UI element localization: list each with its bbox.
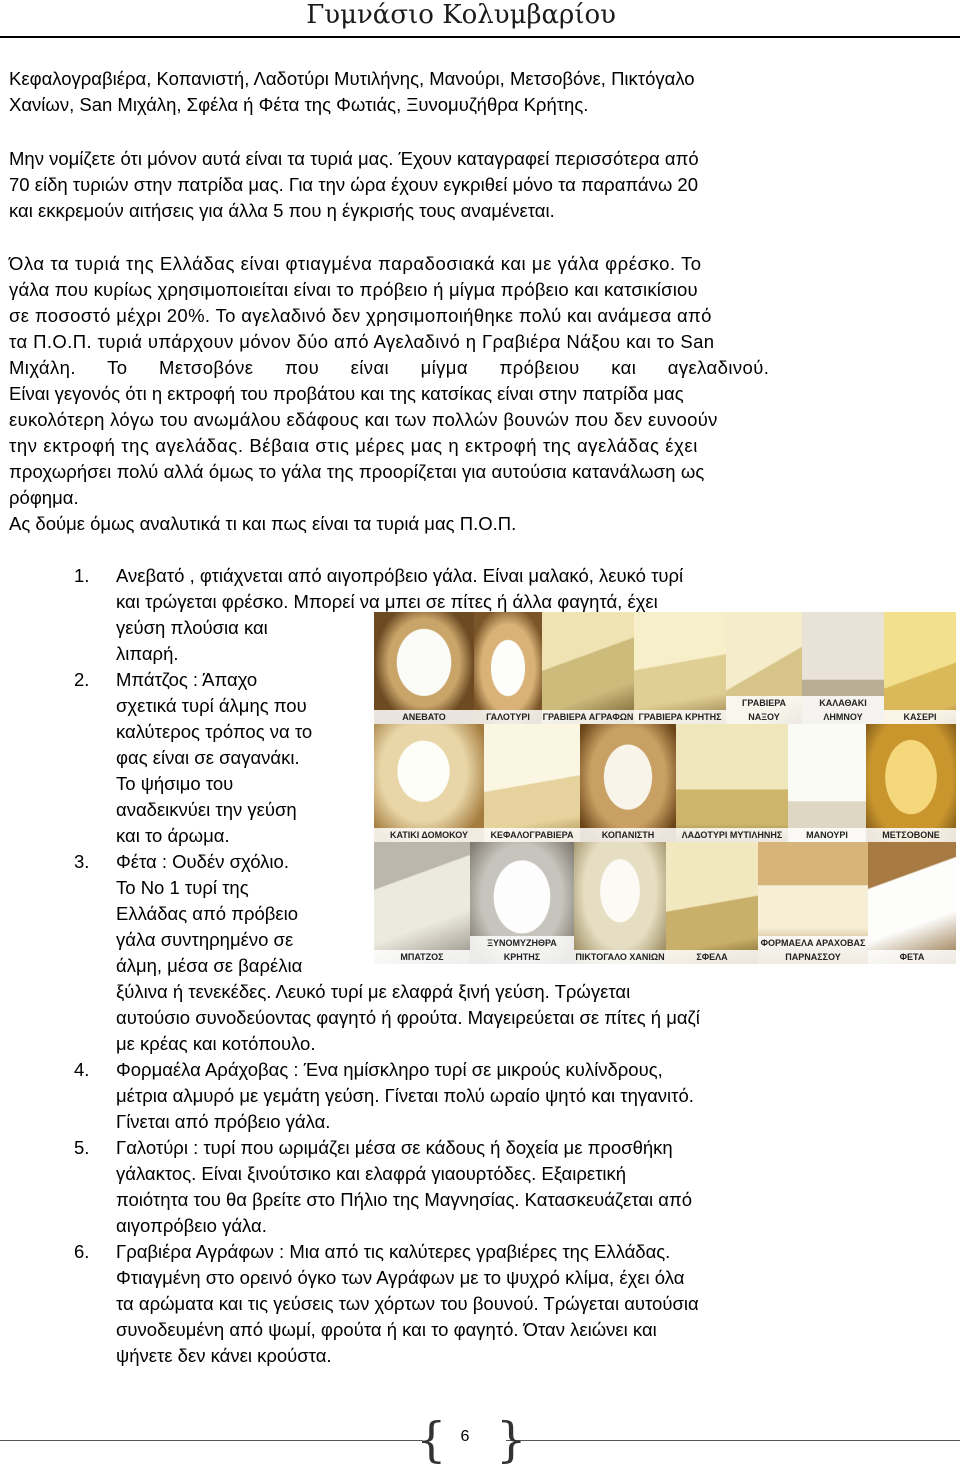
list-item-4-line-a: Φορμαέλα Αράχοβας : Ένα ημίσκληρο τυρί σε μικρούς κυλίνδρους, <box>116 1059 663 1080</box>
cheese-label: ΓΑΛΟΤΥΡΙ <box>474 710 542 724</box>
cheese-image-kaseri <box>884 612 956 724</box>
list-number-1: 1. <box>74 565 90 586</box>
list-item-6-line-a: Γραβιέρα Αγράφων : Μια από τις καλύτερες γραβιέρες της Ελλάδας. <box>116 1241 671 1262</box>
cheese-image-batzos <box>374 842 470 964</box>
list-number-3: 3. <box>74 851 90 872</box>
cheese-image-feta <box>868 842 956 964</box>
list-item-6-line-b: Φτιαγμένη στο ορεινό όγκο των Αγράφων με το ψυχρό κλίμα, έχει όλα <box>116 1267 685 1288</box>
cheese-label: ΓΡΑΒΙΕΡΑ ΝΑΞΟΥ <box>726 696 802 724</box>
cheese-label: ΛΑΔΟΤΥΡΙ ΜΥΤΙΛΗΝΗΣ <box>676 828 788 842</box>
body-line-1: Όλα τα τυριά της Ελλάδας είναι φτιαγμένα παραδοσιακά και με γάλα φρέσκο. Το <box>9 253 702 274</box>
cheese-label: ΚΕΦΑΛΟΓΡΑΒΙΕΡΑ <box>484 828 580 842</box>
cheese-label: ΜΕΤΣΟΒΟΝΕ <box>866 828 956 842</box>
intro-line-1: Κεφαλογραβιέρα, Κοπανιστή, Λαδοτύρι Μυτιλήνης, Μανούρι, Μετσοβόνε, Πικτόγαλο <box>9 68 695 89</box>
list-number-2: 2. <box>74 669 90 690</box>
cheese-label: ΚΑΤΙΚΙ ΔΟΜΟΚΟΥ <box>374 828 484 842</box>
greek-cheeses-photo-collage <box>374 612 956 964</box>
list-item-4-line-c: Γίνεται από πρόβειο γάλα. <box>116 1111 331 1132</box>
cheese-label: ΜΑΝΟΥΡΙ <box>788 828 866 842</box>
page-number: 6 <box>460 1428 470 1445</box>
intro-p2-line-2: 70 είδη τυριών στην πατρίδα μας. Για την ώρα έχουν εγκριθεί μόνο τα παραπάνω 20 <box>9 174 699 195</box>
list-item-6-line-d: συνοδευμένη από ψωμί, φρούτα ή και το φαγητό. Όταν λειώνει και <box>116 1319 657 1340</box>
list-number-6: 6. <box>74 1241 90 1262</box>
list-item-3-line-a: Φέτα : Ουδέν σχόλιο. <box>116 851 289 872</box>
cheese-image-anevato <box>374 612 474 724</box>
cheese-label: ΣΦΕΛΑ <box>666 950 758 964</box>
intro-p2-line-3: και εκκρεμούν αιτήσεις για άλλα 5 που η έγκρισής τους αναμένεται. <box>9 200 555 221</box>
cheese-image-graviera-naxou <box>726 612 802 724</box>
cheese-label: ΦΟΡΜΑΕΛΑ ΑΡΑΧΟΒΑΣ ΠΑΡΝΑΣΣΟΥ <box>758 936 868 964</box>
cheese-label: ΦΕΤΑ <box>868 950 956 964</box>
cheese-image-metsovone <box>866 724 956 842</box>
list-number-4: 4. <box>74 1059 90 1080</box>
list-item-3-line-b: Το Νο 1 τυρί της <box>116 877 249 898</box>
body-line-10: ρόφημα. <box>9 487 79 508</box>
list-item-2-line-c: καλύτερος τρόπος να το <box>116 721 313 742</box>
list-item-5-line-c: ποιότητα του θα βρείτε στο Πήλιο της Μαγνησίας. Κατασκευάζεται από <box>116 1189 693 1210</box>
list-item-6-line-c: τα αρώματα και τις γεύσεις των χόρτων του βουνού. Τρώγεται αυτούσια <box>116 1293 699 1314</box>
cheese-image-galotyri <box>474 612 542 724</box>
list-item-3-line-f: ξύλινα ή τενεκέδες. Λευκό τυρί με ελαφρά ξινή γεύση. Τρώγεται <box>116 981 631 1002</box>
list-item-2-line-e: Το ψήσιμο του <box>116 773 234 794</box>
list-item-3-line-c: Ελλάδας από πρόβειο <box>116 903 299 924</box>
cheese-label: ΚΟΠΑΝΙΣΤΗ <box>580 828 676 842</box>
cheese-label: ΓΡΑΒΙΕΡΑ ΚΡΗΤΗΣ <box>634 710 726 724</box>
cheese-image-graviera-agrafon <box>542 612 634 724</box>
body-line-2: γάλα που κυρίως χρησιμοποιείται είναι το πρόβειο ή μίγμα πρόβειο και κατσικίσιου <box>9 279 698 300</box>
cheese-image-ladotyri-mytilinis <box>676 724 788 842</box>
cheese-image-kefalograviera <box>484 724 580 842</box>
body-line-5: Μιχάλη. Το Μετσοβόνε που είναι μίγμα πρόβειου και αγελαδινού. <box>9 357 770 378</box>
list-item-3-line-h: με κρέας και κοτόπουλο. <box>116 1033 316 1054</box>
cheese-label: ΚΑΣΕΡΙ <box>884 710 956 724</box>
body-line-9: προχωρήσει πολύ αλλά όμως το γάλα της προορίζεται για αυτούσια κατανάλωση ως <box>9 461 705 482</box>
cheese-image-formaela-arachovas <box>758 842 868 964</box>
cheese-image-kopanisti <box>580 724 676 842</box>
footer-left-brace: { <box>416 1412 447 1468</box>
cheese-image-piktogalo-chanion <box>574 842 666 964</box>
list-item-2-line-g: και το άρωμα. <box>116 825 230 846</box>
list-item-1-line-b: και τρώγεται φρέσκο. Μπορεί να μπει σε πίτες ή άλλα φαγητά, έχει <box>116 591 658 612</box>
cheese-label: ΠΙΚΤΟΓΑΛΟ ΧΑΝΙΩΝ <box>575 952 665 962</box>
footer-right-brace: } <box>496 1412 527 1468</box>
list-item-3-line-e: άλμη, μέσα σε βαρέλια <box>116 955 303 976</box>
list-item-6-line-e: ψήνετε δεν κάνει κρούστα. <box>116 1345 332 1366</box>
list-item-1-line-a: Ανεβατό , φτιάχνεται από αιγοπρόβειο γάλα. Είναι μαλακό, λευκό τυρί <box>116 565 684 586</box>
list-item-3-line-g: αυτούσιο συνοδεύοντας φαγητό ή φρούτα. Μαγειρεύεται σε πίτες ή μαζί <box>116 1007 700 1028</box>
body-line-6: Είναι γεγονός ότι η εκτροφή του προβάτου και της κατσίκας είναι στην πατρίδα μας <box>9 383 684 404</box>
body-line-11: Ας δούμε όμως αναλυτικά τι και πως είναι τα τυριά μας Π.Ο.Π. <box>9 513 517 534</box>
footer-rule-left <box>0 1440 422 1441</box>
cheese-image-kalathaki-limnou <box>802 612 884 724</box>
body-line-3: σε ποσοστό μέχρι 20%. Το αγελαδινό δεν χρησιμοποιήθηκε πολύ και ανάμεσα από <box>9 305 712 326</box>
cheese-label: ΚΑΛΑΘΑΚΙ ΛΗΜΝΟΥ <box>802 696 884 724</box>
body-line-8: την εκτροφή της αγελάδας. Βέβαια στις μέρες μας η εκτροφή της αγελάδας έχει <box>9 435 698 456</box>
cheese-image-sfela <box>666 842 758 964</box>
list-item-2-line-d: φας είναι σε σαγανάκι. <box>116 747 300 768</box>
intro-p2-line-1: Μην νομίζετε ότι μόνον αυτά είναι τα τυριά μας. Έχουν καταγραφεί περισσότερα από <box>9 148 699 169</box>
list-item-5-line-b: γάλακτος. Είναι ξινούτσικο και ελαφρά γιαουρτόδες. Εξαιρετική <box>116 1163 627 1184</box>
list-item-3-line-d: γάλα συντηρημένο σε <box>116 929 294 950</box>
list-item-1-line-d: λιπαρή. <box>116 643 179 664</box>
cheese-image-katiki-domokou <box>374 724 484 842</box>
list-item-2-line-b: σχετικά τυρί άλμης που <box>116 695 307 716</box>
cheese-label: ΞΥΝΟΜΥΖΗΘΡΑ ΚΡΗΤΗΣ <box>470 936 574 964</box>
footer-rule-right <box>506 1440 960 1441</box>
list-item-4-line-b: μέτρια αλμυρό με γεμάτη γεύση. Γίνεται πολύ ωραίο ψητό και τηγανιτό. <box>116 1085 694 1106</box>
cheese-label: ΜΠΑΤΖΟΣ <box>374 950 470 964</box>
cheese-image-graviera-kritis <box>634 612 726 724</box>
page-header-title: Γυμνάσιο Κολυμβαρίου <box>306 0 616 30</box>
header-rule <box>0 36 960 38</box>
cheese-label: ΑΝΕΒΑΤΟ <box>374 710 474 724</box>
list-item-2-line-a: Μπάτζος : Άπαχο <box>116 669 258 690</box>
cheese-image-manouri <box>788 724 866 842</box>
intro-line-2: Χανίων, San Μιχάλη, Σφέλα ή Φέτα της Φωτιάς, Ξυνομυζήθρα Κρήτης. <box>9 94 589 115</box>
list-item-5-line-a: Γαλοτύρι : τυρί που ωριμάζει μέσα σε κάδους ή δοχεία με προσθήκη <box>116 1137 673 1158</box>
body-line-7: ευκολότερη λόγω του ανωμάλου εδάφους και των πολλών βουνών που δεν ευνοούν <box>9 409 718 430</box>
list-item-5-line-d: αιγοπρόβειο γάλα. <box>116 1215 267 1236</box>
cheese-image-xynomyzithra-kritis <box>470 842 574 964</box>
list-item-2-line-f: αναδεικνύει την γεύση <box>116 799 297 820</box>
cheese-label: ΓΡΑΒΙΕΡΑ ΑΓΡΑΦΩΝ <box>542 712 634 722</box>
list-number-5: 5. <box>74 1137 90 1158</box>
body-line-4: τα Π.Ο.Π. τυριά υπάρχουν μόνον δύο από Αγελαδινό η Γραβιέρα Νάξου και το San <box>9 331 715 352</box>
list-item-1-line-c: γεύση πλούσια και <box>116 617 268 638</box>
